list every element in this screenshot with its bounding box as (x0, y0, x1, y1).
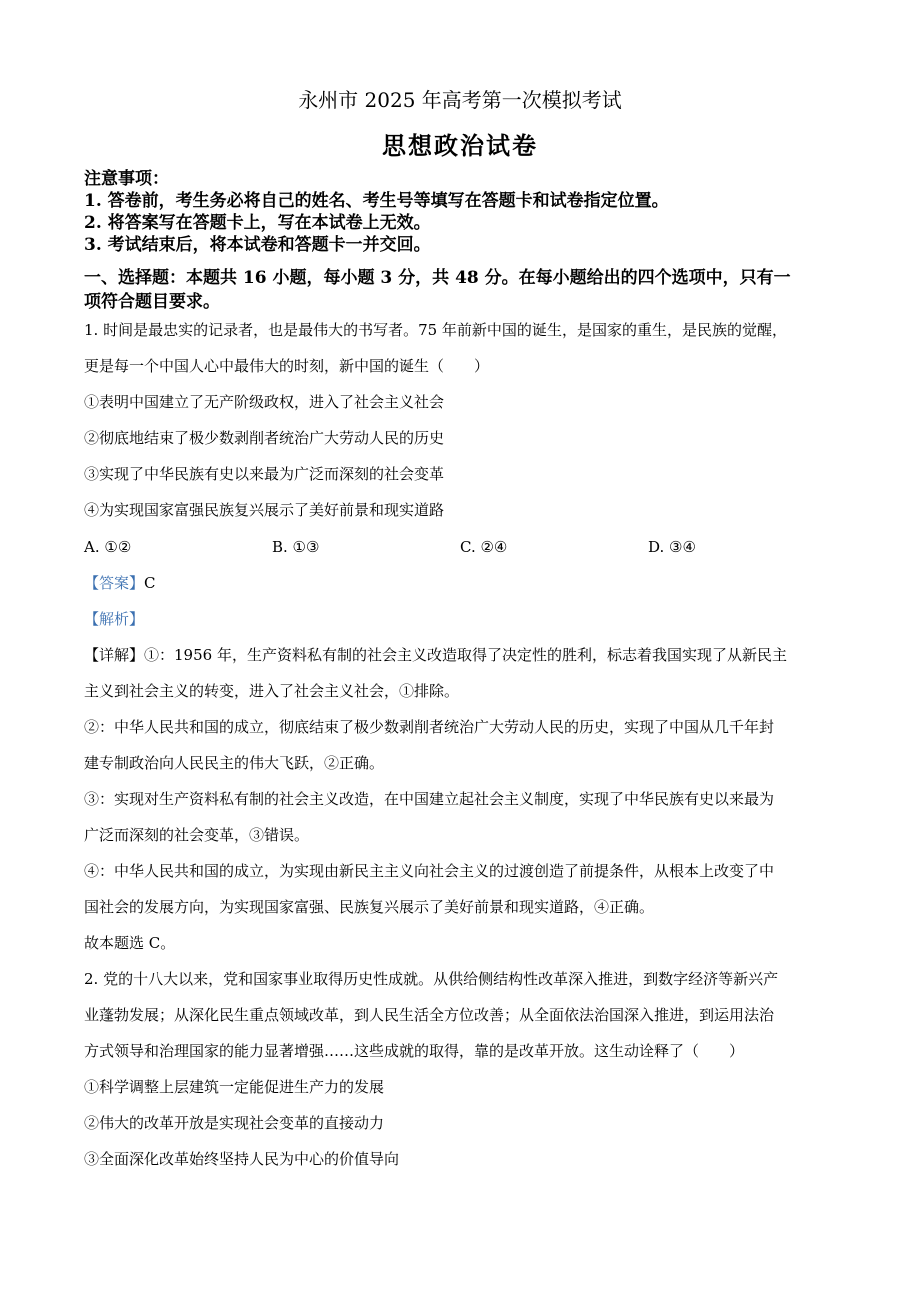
answer-value: C (144, 574, 156, 592)
q2-statement: ①科学调整上层建筑一定能促进生产力的发展 (84, 1078, 385, 1096)
notice-heading: 注意事项： (84, 169, 169, 189)
q2-statement: ③全面深化改革始终坚持人民为中心的价值导向 (84, 1150, 400, 1168)
detail-line: ②：中华人民共和国的成立，彻底结束了极少数剥削者统治广大劳动人民的历史，实现了中国从几千年封 (84, 718, 775, 736)
detail-line: ④：中华人民共和国的成立，为实现由新民主主义向社会主义的过渡创造了前提条件，从根本上改变了中 (84, 862, 775, 880)
option-d: D. ③④ (648, 538, 696, 556)
q1-stem-line: 1. 时间是最忠实的记录者，也是最伟大的书写者。75 年前新中国的诞生，是国家的重生，是民族的觉醒， (84, 321, 787, 339)
detail-line: ③：实现对生产资料私有制的社会主义改造，在中国建立起社会主义制度，实现了中华民族有史以来最为 (84, 790, 775, 808)
option-a: A. ①② (84, 538, 132, 556)
detail-line: 建专制政治向人民民主的伟大飞跃，②正确。 (84, 754, 385, 772)
subject-title: 思想政治试卷 (382, 131, 538, 160)
notice-item: 3. 考试结束后，将本试卷和答题卡一并交回。 (84, 235, 431, 255)
section-heading (84, 266, 844, 314)
answer-tag: 【答案】 (84, 574, 145, 592)
q2-stem-line: 业蓬勃发展；从深化民生重点领域改革，到人民生活全方位改善；从全面依法治国深入推进，到运用法治 (84, 1006, 775, 1024)
q1-statement: ④为实现国家富强民族复兴展示了美好前景和现实道路 (84, 501, 445, 519)
q2-stem-line: 方式领导和治理国家的能力显著增强……这些成就的取得，靠的是改革开放。这生动诠释了（ ） (84, 1042, 745, 1060)
q2-statement: ②伟大的改革开放是实现社会变革的直接动力 (84, 1114, 385, 1132)
section-heading-line: 一、选择题：本题共 16 小题，每小题 3 分，共 48 分。在每小题给出的四个选项中，只有一 (84, 268, 791, 288)
q1-statement: ③实现了中华民族有史以来最为广泛而深刻的社会变革 (84, 465, 445, 483)
detail-line: 国社会的发展方向，为实现国家富强、民族复兴展示了美好前景和现实道路，④正确。 (84, 898, 655, 916)
exam-title: 永州市 2025 年高考第一次模拟考试 (298, 88, 622, 112)
q2-stem-line: 2. 党的十八大以来，党和国家事业取得历史性成就。从供给侧结构性改革深入推进，到数字经济等新兴产 (84, 970, 779, 988)
detail-line: 故本题选 C。 (84, 934, 176, 952)
notice-item: 1. 答卷前，考生务必将自己的姓名、考生号等填写在答题卡和试卷指定位置。 (84, 191, 669, 211)
q1-stem-line: 更是每一个中国人心中最伟大的时刻，新中国的诞生（ ） (84, 357, 490, 375)
notice-item: 2. 将答案写在答题卡上，写在本试卷上无效。 (84, 213, 431, 233)
detail-line: 主义到社会主义的转变，进入了社会主义社会，①排除。 (84, 682, 460, 700)
notice-block (84, 168, 844, 256)
section-heading-line: 项符合题目要求。 (84, 292, 220, 312)
answer-line (84, 572, 156, 594)
detail-line: 广泛而深刻的社会变革，③错误。 (84, 826, 310, 844)
q1-statement: ①表明中国建立了无产阶级政权，进入了社会主义社会 (84, 393, 445, 411)
analysis-tag: 【解析】 (84, 610, 145, 628)
detail-line: 【详解】①：1956 年，生产资料私有制的社会主义改造取得了决定性的胜利，标志着我国实现了从新民主 (84, 646, 787, 664)
option-b: B. ①③ (272, 538, 320, 556)
q1-statement: ②彻底地结束了极少数剥削者统治广大劳动人民的历史 (84, 429, 445, 447)
option-c: C. ②④ (460, 538, 508, 556)
